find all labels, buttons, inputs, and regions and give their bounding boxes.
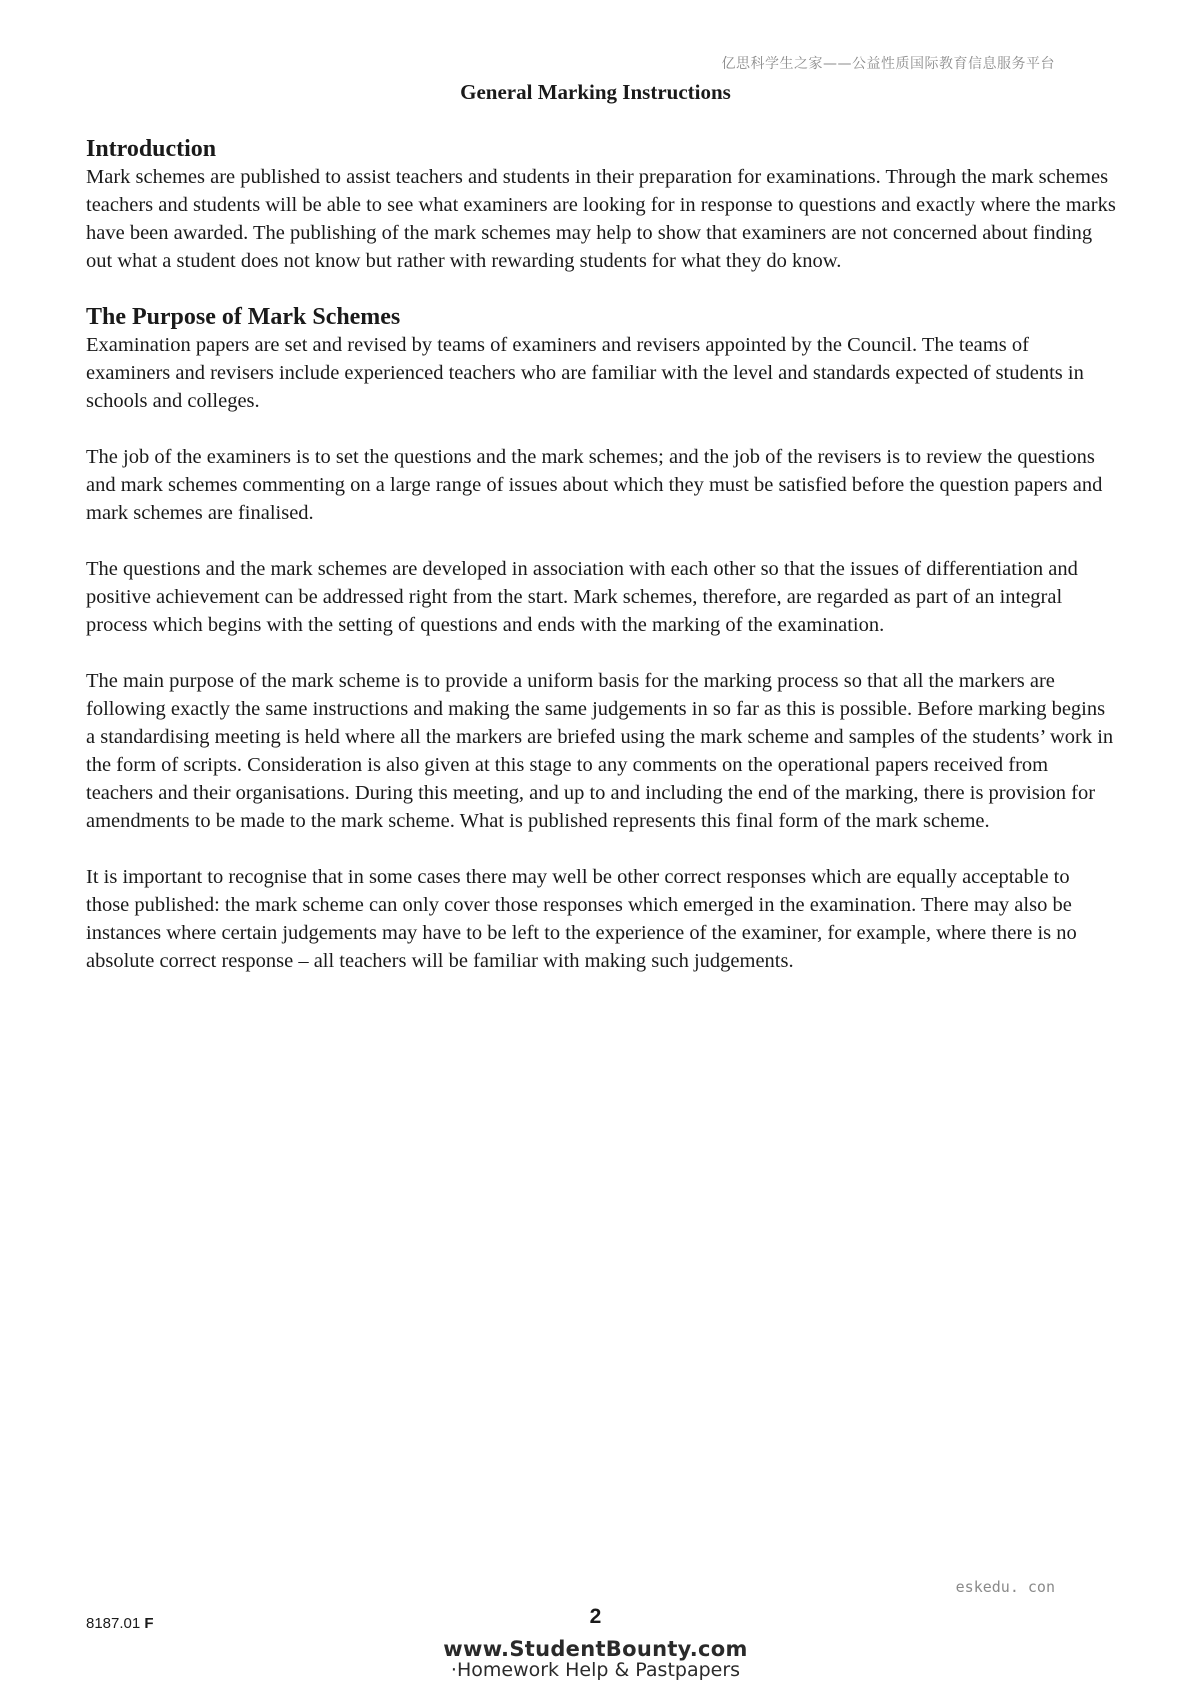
paragraph-introduction: Mark schemes are published to assist teachers and students in their preparation for examinations. Through the mark schemes teachers and students will be able to see what examiners are looking for in response to questions and exactly where the marks have been awarded. The publishing of the mark schemes may help to show that examiners are not concerned about finding out what a student does not know but rather with rewarding students for what they do know. xyxy=(86,166,1116,272)
studentbounty-tagline: ·Homework Help & Pastpapers xyxy=(450,1659,741,1681)
paragraph-purpose-3: The questions and the mark schemes are developed in association with each other so that the issues of differentiation and positive achievement can be addressed right from the start. Mark schemes, therefore, are regarded as part of an integral process which begins with the setting of questions and ends with the marking of the examination. xyxy=(86,558,1078,636)
paragraph-purpose-5: It is important to recognise that in some cases there may well be other correct responses which are equally acceptable to those published: the mark scheme can only cover those responses which emerged in the examination. There may also be instances where certain judgements may have to be left to the experience of the examiner, for example, where there is no absolute correct response – all teachers will be familiar with making such judgements. xyxy=(86,866,1077,972)
section-heading-purpose: The Purpose of Mark Schemes xyxy=(86,304,401,330)
document-body xyxy=(86,135,1116,1003)
paragraph-purpose-2: The job of the examiners is to set the questions and the mark schemes; and the job of the revisers is to review the questions and mark schemes commenting on a large range of issues about which they must be satisfied before the question papers and mark schemes are finalised. xyxy=(86,446,1103,524)
studentbounty-url[interactable]: www.StudentBounty.com xyxy=(443,1637,748,1661)
studentbounty-banner xyxy=(0,1638,1191,1680)
document-code-number: 8187.01 xyxy=(86,1615,141,1632)
bottom-watermark: eskedu. con xyxy=(955,1578,1055,1596)
top-watermark: 亿思科学生之家——公益性质国际教育信息服务平台 xyxy=(721,56,1055,72)
section-heading-introduction: Introduction xyxy=(86,136,217,162)
paragraph-purpose-1: Examination papers are set and revised by teams of examiners and revisers appointed by the Council. The teams of examiners and revisers include experienced teachers who are familiar with the level and standards expected of students in schools and colleges. xyxy=(86,334,1084,412)
page-number: 2 xyxy=(589,1605,602,1628)
paragraph-purpose-4: The main purpose of the mark scheme is to provide a uniform basis for the marking process so that all the markers are following exactly the same instructions and making the same judgements in so far as this is possible. Before marking begins a standardising meeting is held where all the markers are briefed using the mark scheme and samples of the students’ work in the form of scripts. Consideration is also given at this stage to any comments on the operational papers received from teachers and their organisations. During this meeting, and up to and including the end of the marking, there is provision for amendments to be made to the mark scheme. What is published represents this final form of the mark scheme. xyxy=(86,670,1114,832)
page-title: General Marking Instructions xyxy=(460,80,731,104)
document-code-suffix: F xyxy=(144,1615,154,1632)
